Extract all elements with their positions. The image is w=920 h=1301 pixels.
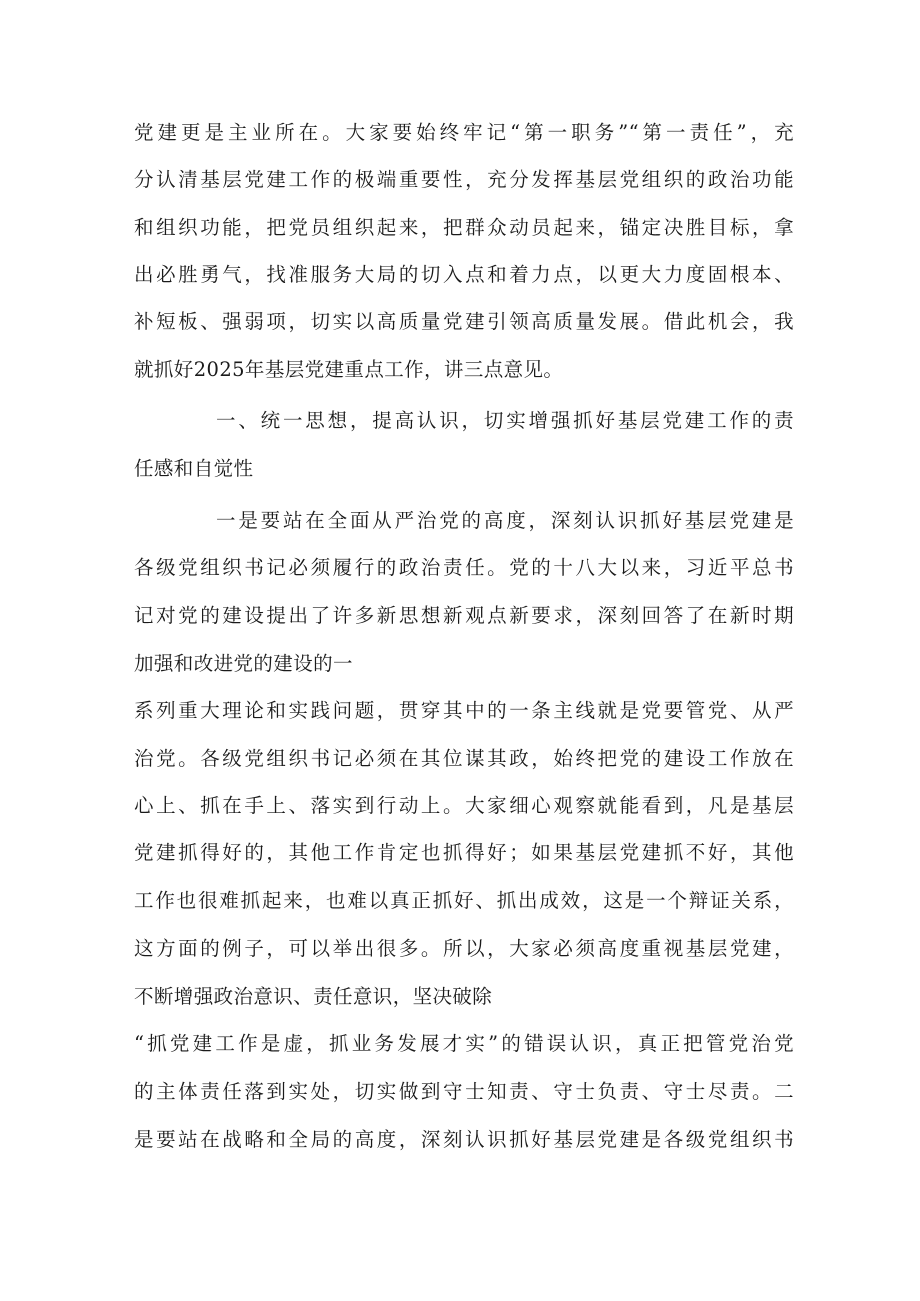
text-line: 心上、抓在手上、落实到行动上。大家细心观察就能看到，凡是基层 xyxy=(134,794,794,817)
text-line: 记对党的建设提出了许多新思想新观点新要求，深刻回答了在新时期 xyxy=(134,604,794,627)
text-line: 各级党组织书记必须履行的政治责任。党的十八大以来，习近平总书 xyxy=(134,556,794,579)
text-line: “抓党建工作是虚，抓业务发展才实”的错误认识，真正把管党治党 xyxy=(134,1032,794,1055)
text-line: 的主体责任落到实处，切实做到守士知责、守士负责、守士尽责。二 xyxy=(134,1080,794,1103)
text-line: 党建更是主业所在。大家要始终牢记“第一职务”“第一责任”，充 xyxy=(134,121,794,144)
text-line: 就抓好2025年基层党建重点工作，讲三点意见。 xyxy=(134,358,564,381)
section-heading-line: 一、统一思想，提高认识，切实增强抓好基层党建工作的责 xyxy=(216,409,794,432)
text-line: 和组织功能，把党员组织起来，把群众动员起来，锚定决胜目标，拿 xyxy=(134,216,794,239)
text-line: 出必胜勇气，找准服务大局的切入点和着力点，以更大力度固根本、 xyxy=(134,263,794,286)
text-line: 一是要站在全面从严治党的高度，深刻认识抓好基层党建是 xyxy=(216,509,794,532)
text-line: 不断增强政治意识、责任意识，坚决破除 xyxy=(134,985,493,1008)
text-line: 补短板、强弱项，切实以高质量党建引领高质量发展。借此机会，我 xyxy=(134,310,794,333)
text-line: 这方面的例子，可以举出很多。所以，大家必须高度重视基层党建， xyxy=(134,937,794,960)
text-line: 工作也很难抓起来，也难以真正抓好、抓出成效，这是一个辩证关系， xyxy=(134,889,794,912)
text-line: 党建抓得好的，其他工作肯定也抓得好；如果基层党建抓不好，其他 xyxy=(134,841,794,864)
text-line: 分认清基层党建工作的极端重要性，充分发挥基层党组织的政治功能 xyxy=(134,168,794,191)
section-heading-line: 任感和自觉性 xyxy=(134,457,254,480)
text-line: 加强和改进党的建设的一 xyxy=(134,652,353,675)
text-line: 系列重大理论和实践问题，贯穿其中的一条主线就是党要管党、从严 xyxy=(134,699,794,722)
text-line: 是要站在战略和全局的高度，深刻认识抓好基层党建是各级党组织书 xyxy=(134,1128,794,1151)
text-line: 治党。各级党组织书记必须在其位谋其政，始终把党的建设工作放在 xyxy=(134,747,794,770)
